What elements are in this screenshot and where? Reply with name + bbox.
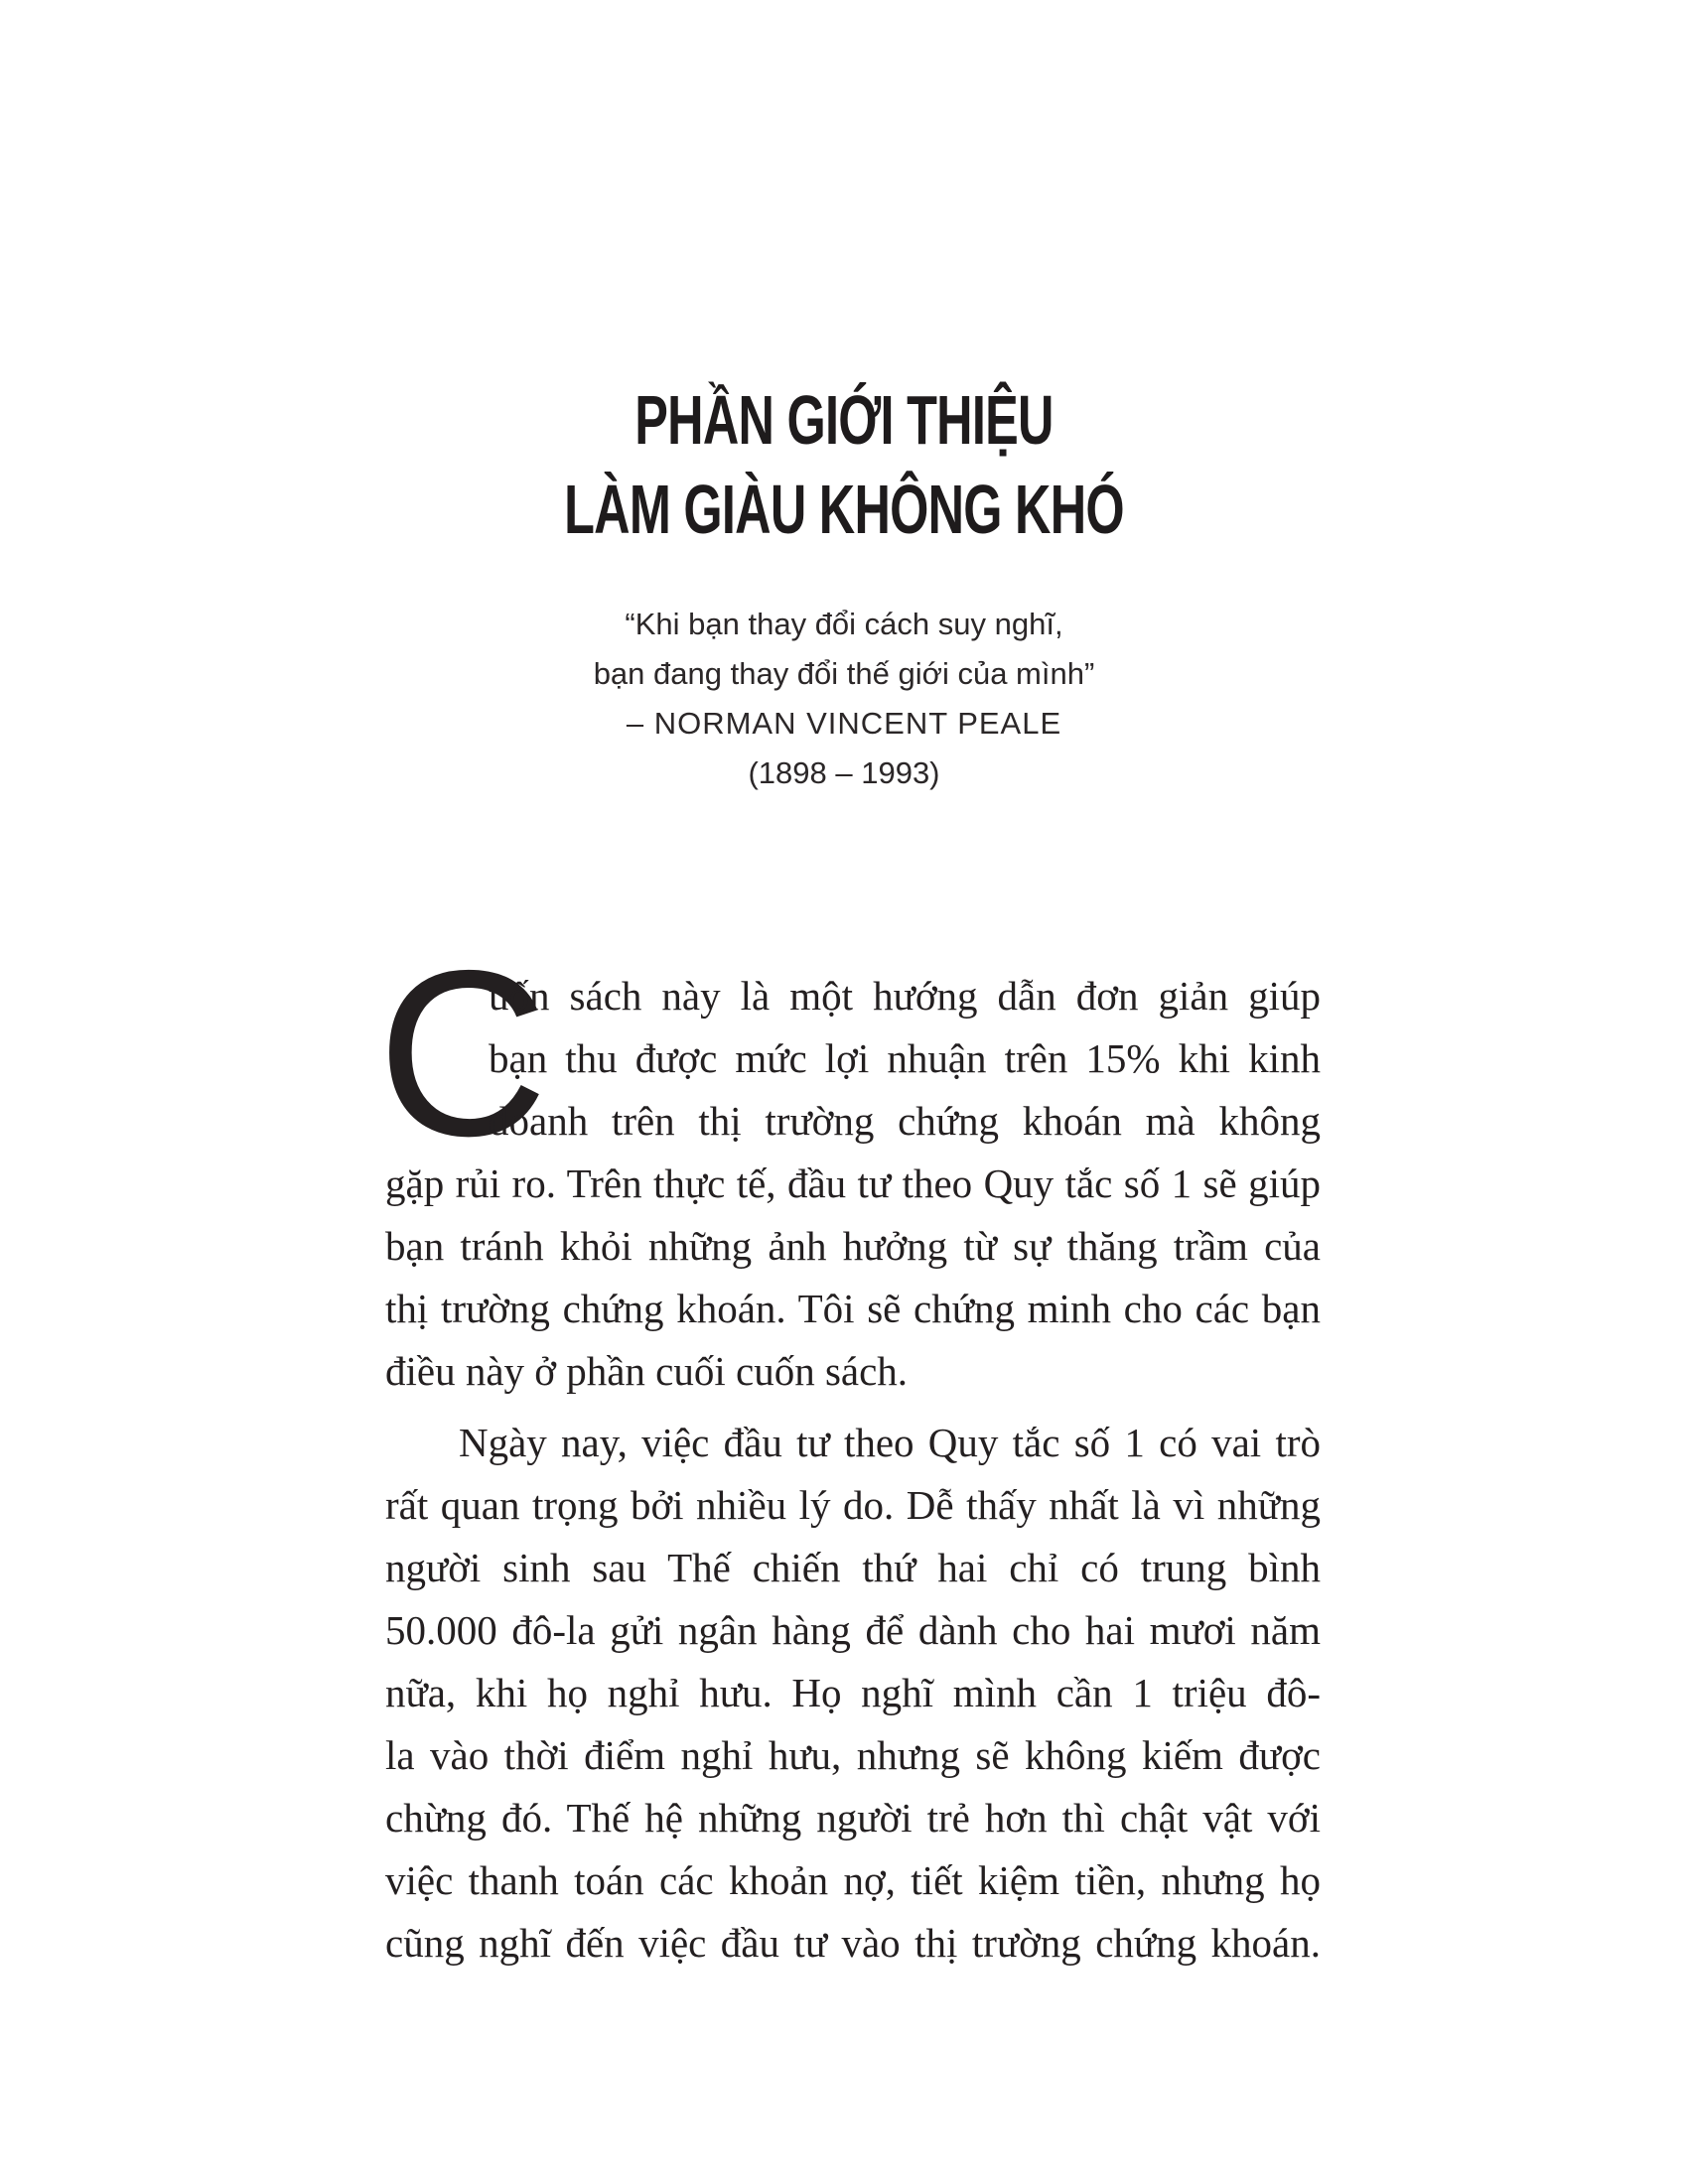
body-line: điều này ở phần cuối cuốn sách.	[385, 1348, 909, 1394]
chapter-heading-line-1: PHẦN GIỚI THIỆU	[634, 381, 1054, 459]
body-line: cũng nghĩ đến việc đầu tư vào thị trường chứng khoán.	[385, 1920, 1321, 1966]
body-line: gặp rủi ro. Trên thực tế, đầu tư theo Quy tắc số 1 sẽ giúp	[385, 1160, 1321, 1206]
chapter-heading-line-2: LÀM GIÀU KHÔNG KHÓ	[564, 471, 1124, 548]
body-line: bạn tránh khỏi những ảnh hưởng từ sự thăng trầm của	[385, 1223, 1321, 1269]
epigraph-quote-line-2: bạn đang thay đổi thế giới của mình”	[593, 656, 1095, 691]
body-line: bạn thu được mức lợi nhuận trên 15% khi kinh	[489, 1035, 1321, 1081]
body-line: người sinh sau Thế chiến thứ hai chỉ có trung bình	[385, 1545, 1321, 1590]
body-line: thị trường chứng khoán. Tôi sẽ chứng minh cho các bạn	[385, 1286, 1321, 1331]
paragraph-1-dropcap-lines	[489, 965, 1321, 1153]
body-line: Ngày nay, việc đầu tư theo Quy tắc số 1 có vai trò	[459, 1420, 1321, 1465]
chapter-heading	[236, 375, 1452, 554]
body-line: chừng đó. Thế hệ những người trẻ hơn thì chật vật với	[385, 1795, 1321, 1841]
body-line: 50.000 đô-la gửi ngân hàng để dành cho hai mươi năm	[385, 1607, 1321, 1653]
body-line: nữa, khi họ nghỉ hưu. Họ nghĩ mình cần 1 triệu đô-	[385, 1670, 1321, 1715]
body-line: rất quan trọng bởi nhiều lý do. Dễ thấy nhất là vì những	[385, 1482, 1321, 1528]
paragraph-1-continued	[385, 1153, 1321, 1403]
epigraph-quote-line-1: “Khi bạn thay đổi cách suy nghĩ,	[625, 607, 1063, 641]
paragraph-2	[385, 1412, 1321, 1975]
body-line: uốn sách này là một hướng dẫn đơn giản giúp	[489, 973, 1321, 1019]
body-line: la vào thời điểm nghỉ hưu, nhưng sẽ không kiếm được	[385, 1732, 1321, 1778]
epigraph-author: – NORMAN VINCENT PEALE	[626, 706, 1062, 741]
body-line: việc thanh toán các khoản nợ, tiết kiệm tiền, nhưng họ	[385, 1857, 1321, 1903]
drop-cap: C	[377, 922, 548, 1185]
epigraph	[0, 600, 1688, 798]
epigraph-years: (1898 – 1993)	[748, 755, 940, 790]
body-line: doanh trên thị trường chứng khoán mà không	[489, 1098, 1321, 1144]
